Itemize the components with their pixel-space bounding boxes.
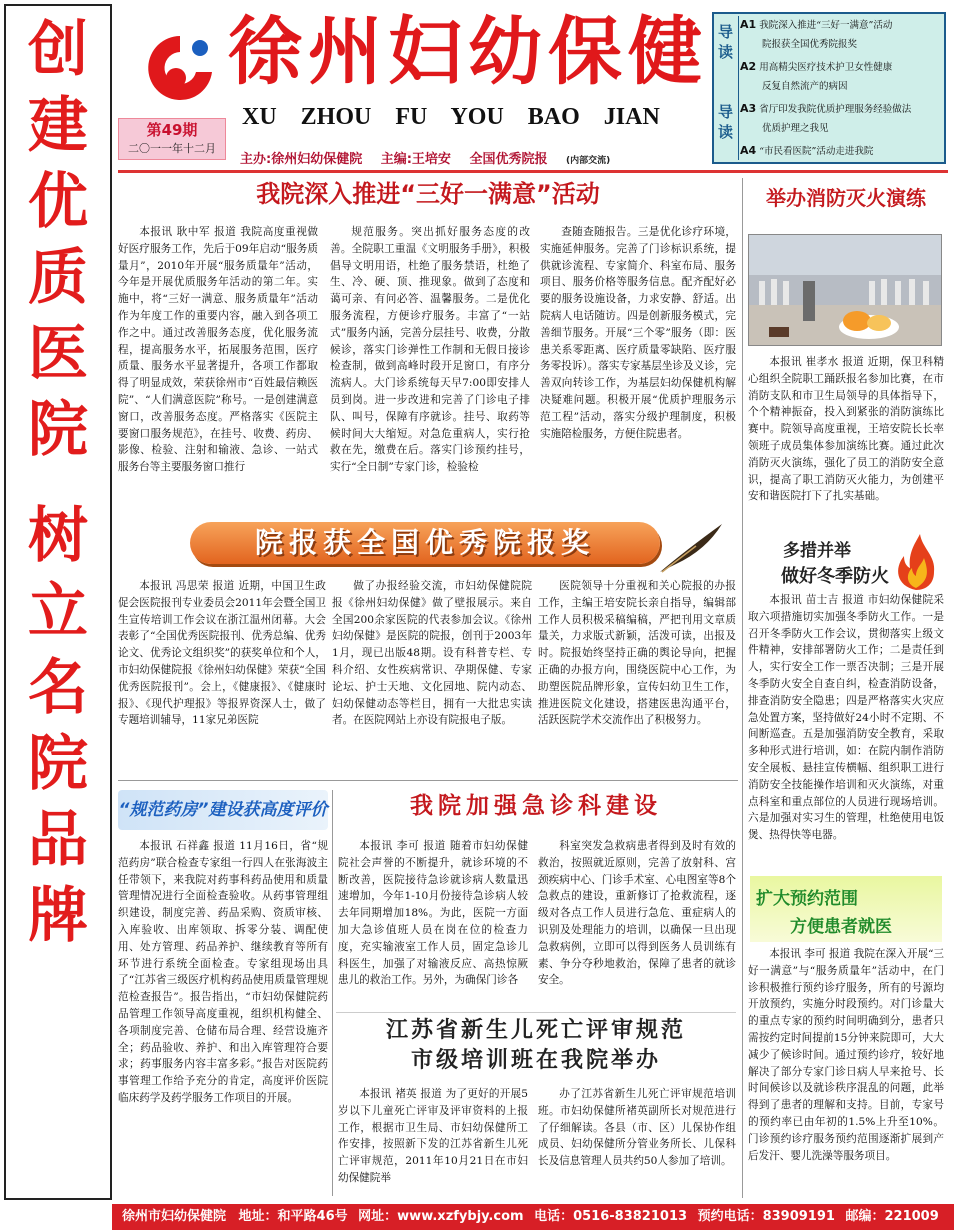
fire-drill-image <box>749 235 942 346</box>
slogan-char: 质 <box>28 243 88 313</box>
article-headline: 我院深入推进“三好一满意”活动 <box>256 180 600 208</box>
slogan-char: 品 <box>28 805 88 875</box>
article-body: 本报讯 褚英 报道 为了更好的开展5岁以下儿童死亡评审及评审资料的上报工作，根据市卫生局、市妇幼保健所工作安排，按照新下发的江苏省新生儿死亡评审规范，2011年10月21日在市妇幼保健院举 <box>338 1088 528 1184</box>
slogan-char: 立 <box>28 577 88 647</box>
slogan-char: 优 <box>28 167 88 237</box>
article-headline: “规范药房”建设获高度评价 <box>118 800 328 820</box>
footer-address: 地址：和平路46号 <box>238 1209 348 1224</box>
article-headline: 方便患者就医 <box>790 917 892 937</box>
issue-number: 第49期 <box>146 121 198 139</box>
guide-label: 导读 <box>718 103 734 141</box>
guide-item[interactable]: 院报获全国优秀院报奖 <box>762 39 858 50</box>
guide-item[interactable]: A4 “市民看医院”活动走进我院 <box>740 144 874 157</box>
headline-box <box>118 790 328 830</box>
slogan-char: 院 <box>28 729 88 799</box>
article-body: 做了办报经验交流，市妇幼保健院院报《徐州妇幼保健》做了壁报展示。来自全国200余家医院的代表参加会议。《徐州妇幼保健》是医院的院报，创刊于2003年1月，现已出版48期。设有科普专栏、专科介绍、女性疾病常识、孕期保健、专家论坛、护士天地、文化园地、院内动态、妇幼保健动态等栏目，拥有一大批忠实读者。在医院网站上亦设有院报电子版。 <box>332 580 532 727</box>
footer-zip: 邮编：221009 <box>845 1209 939 1224</box>
article-body: 本报讯 耿中军 报道 我院高度重视做好医疗服务工作，先后于09年启动“服务质量月”，2010年开展“服务质量年”活动，今年是开展优质服务年活动的第二年。实施中，将“三好一满意、服务质量年”活动作为年度工作的重要内容，融入到各项工作之中。通过改善服务态度，优化服务流程，提高服务水平，拓展服务范围，医疗质量、服务水平显著提升，各项工作都取得了明显成效，荣获徐州市“百姓最信赖医院”、“人们满意医院”称号。一是创建满意窗口，改善服务态度。严格落实《医院主要窗口服务规范》，在挂号、收费、药房、影像、检验、注射和输液、急诊、一站式服务台等主要服务窗口推行 <box>118 226 318 474</box>
slogan-char: 创 <box>28 15 88 85</box>
guide-box <box>712 12 946 164</box>
issue-badge <box>118 118 226 160</box>
article-headline: 多措并举 <box>783 541 851 561</box>
flame-icon <box>890 532 942 592</box>
article-headline: 我院加强急诊科建设 <box>410 793 662 819</box>
slogan-char: 医 <box>28 319 88 389</box>
internal-note: (内部交流) <box>566 156 611 166</box>
fire-drill-photo <box>748 234 942 346</box>
guide-item[interactable]: 优质护理之我见 <box>762 123 829 134</box>
quill-pen-icon <box>656 520 726 576</box>
side-slogan <box>4 4 112 1200</box>
article-body: 本报讯 冯思荣 报道 近期，中国卫生政促会医院报刊专业委员会2011年会暨全国卫生宣传培训工作会议在浙江温州闭幕。大会表彰了“全国优秀医院报刊、优秀总编、优秀论文、优秀论文组织奖”的获奖单位和个人，市妇幼保健院报《徐州妇幼保健》荣获“全国优秀医院报刊”。会上，《健康报》、《健康时报》、《现代护理报》等报界资深人士，做了专题培训辅导，11家兄弟医院 <box>118 580 326 727</box>
article-headline: 举办消防灭火演练 <box>766 186 926 210</box>
footer-org: 徐州市妇幼保健院 <box>122 1209 227 1224</box>
guide-item[interactable]: A2 用高精尖医疗技术护卫女性健康 <box>740 60 893 73</box>
article-body: 本报讯 崔孝水 报道 近期，保卫科精心组织全院职工踊跃报名参加比赛，在市消防支队和市卫生局领导的具体指导下，个个精神振奋，投入到紧张的消防演练比赛中。院领导高度重视，王培安院长长率领班子成员集体参加演练比赛。通过此次消防灭火演练，强化了员工的消防安全意识，提高了职工消防灭火能力，为创建平安和谐医院打下了扎实基础。 <box>748 356 944 503</box>
hospital-logo-icon <box>140 28 220 108</box>
issue-date: 二〇一一年十二月 <box>128 142 216 155</box>
guide-item[interactable]: A1 我院深入推进“三好一满意”活动 <box>740 18 893 31</box>
section-divider <box>118 780 738 781</box>
article-body: 科室突发急救病患者得到及时有效的救治，按照就近原则，完善了放射科、宫颈疾病中心、门诊手术室、心电图室等8个急救点的建设，重新修订了抢救流程，逐级对各点工作人员进行急危、重症病人的识别及处理能力的培训，以确保一旦出现急救病例，立即可以得到医务人员训练有素、争分夺秒地救治，保障了患者的就诊安全。 <box>538 840 736 987</box>
masthead-pinyin: XU ZHOU FU YOU BAO JIAN <box>242 104 660 130</box>
slogan-char: 牌 <box>28 881 88 951</box>
footer-web[interactable]: 网址：www.xzfybjy.com <box>358 1209 524 1224</box>
article-body: 医院领导十分重视和关心院报的办报工作，主编王培安院长亲自指导，编辑部工作人员积极采稿编稿，严把刊用文章质量关，力求版式新颖，活泼可读，出报及时。院报始终坚持正确的舆论导向，把握正确的办报方向，围绕医院中心工作，为助塑医院品牌形象，宣传妇幼卫生工作，推进医院文化建设，搭建医患沟通平台，活跃医院学术交流作出了积极努力。 <box>538 580 736 727</box>
masthead-title: 徐州妇幼保健 <box>228 9 708 95</box>
article-body: 办了江苏省新生儿死亡评审规范培训班。市妇幼保健所褚英副所长对规范进行了仔细解读。各县（市、区）儿保协作组成员、妇幼保健所分管业务所长、儿保科长及信息管理人员共约50人参加了培训。 <box>538 1088 736 1168</box>
guide-label: 导读 <box>718 23 734 61</box>
appointment-heading-box <box>750 876 942 942</box>
slogan-char: 树 <box>28 501 88 571</box>
sponsor: 主办:徐州妇幼保健院 <box>240 152 363 167</box>
article-body: 规范服务。突出抓好服务态度的改善。全院职工重温《文明服务手册》，积极倡导文明用语，杜绝了服务禁语，杜绝了生、冷、硬、顶、推现象。做到了态度和蔼可亲、有问必答、温馨服务。二是优化服务流程，方便诊疗服务。丰富了“一站式”服务内涵，完善分层挂号、收费，分散候诊，落实门诊弹性工作制和无假日接诊检查制，做到高峰时段开足窗口，有序分流病人。大门诊系统每天早7:00即安排人员到岗。进一步改进和完善了门诊电子排队、叫号，保障有序就诊。挂号、取药等候时间大大缩短。对急危重病人，实行抢救在先，缴费在后。落实门诊预约挂号，实行“全日制”专家门诊，检验检 <box>330 226 530 474</box>
article-headline: 市级培训班在我院举办 <box>410 1048 661 1073</box>
guide-item[interactable]: 反复自然流产的病因 <box>762 81 848 92</box>
slogan-char: 院 <box>28 395 88 465</box>
article-body: 查随查随报告。三是优化诊疗环境，实施延伸服务。完善了门诊标识系统，提供就诊流程、专家简介、科室布局、服务项目、服务价格等服务信息。配齐配好必要的服务设施设备，力求安静、舒适。出院病人电话随访。四是创新服务模式，完善细节服务。开展“三个零”服务（即：医患关系零距离、医疗质量零缺陷、医疗服务零投诉）。落实专家基层坐诊及义诊，完善双向转诊工作，为基层妇幼保健机构解决疑难问题。积极开展“优质护理服务示范工程”活动，落实分级护理制度，积极实施陪检服务，方便住院患者。 <box>540 226 736 440</box>
masthead-meta <box>240 148 710 167</box>
article-headline: 院报获全国优秀院报奖 <box>254 526 595 559</box>
editor: 主编:王培安 <box>380 152 451 167</box>
guide-item[interactable]: A3 省厅印发我院优质护理服务经验做法 <box>740 102 912 115</box>
award: 全国优秀院报 <box>469 152 548 167</box>
article-body: 本报讯 李可 报道 随着市妇幼保健院社会声誉的不断提升，就诊环境的不断改善，医院接待急诊就诊病人数量迅速增加，今年1-10月份接待急诊病人较去年同期增加18%。为此，医院一方面加大急诊值班人员在岗在位的检查力度，充实输液室工作人员，固定急诊儿科医生，加强了对输液反应、高热惊厥患儿的救治工作。另外，为确保门诊各 <box>338 840 528 987</box>
winter-fire-heading <box>752 532 942 594</box>
article-headline: 扩大预约范围 <box>756 889 858 909</box>
column-divider <box>332 790 333 1196</box>
article-headline: 江苏省新生儿死亡评审规范 <box>385 1018 686 1043</box>
slogan-char: 名 <box>28 653 88 723</box>
section-divider <box>336 1012 736 1013</box>
article-body: 本报讯 李可 报道 我院在深入开展“三好一满意”与“服务质量年”活动中，在门诊积极推行预约诊疗服务，所有的号源均开放预约，实施分时段预约。对门诊量大的重点专家的预约时间明确到分，患者只需按约定时间提前15分钟来院即可，大大减少了候诊时间。通过预约诊疗，较好地解决了部分专家门诊日病人早来抢号、长时间候诊以及就诊秩序混乱的问题，此举得到了患者的理解和支持。目前，专家号的预约率已由年初的1.5%上升至10%。门诊预约诊疗服务预约范围逐渐扩展到产后发汗、婴儿洗澡等服务项目。 <box>748 948 944 1162</box>
footer-phone: 电话：0516-83821013 <box>534 1209 688 1224</box>
footer-bar <box>112 1204 954 1230</box>
award-banner <box>190 522 660 564</box>
column-divider <box>742 178 743 1198</box>
footer-appointment-phone: 预约电话：83909191 <box>697 1209 835 1224</box>
masthead-rule <box>118 170 948 173</box>
slogan-char: 建 <box>28 91 88 161</box>
article-headline: 做好冬季防火 <box>781 566 889 587</box>
article-body: 本报讯 苗士吉 报道 市妇幼保健院采取六项措施切实加强冬季防火工作。一是召开冬季防火工作会议，贯彻落实上级文件精神，安排部署防火工作；二是责任到人，实行安全工作一票否决制；三是开展冬季防火安全自查自纠，检查消防设备，排查消防安全隐患；四是严格落实火灾应急处置方案，坚持做好24小时不定期、不间断巡查。五是加强消防安全教育，采取多种形式进行培训，如：在院内制作消防安全展板、悬挂宣传横幅、组织职工进行消防安全技能操作培训和灭火演练，对重点科室和重点部位的人员进行现场培训。六是加强对实习生的管理，杜绝使用电饭煲、热得快等电器。 <box>748 594 944 842</box>
article-body: 本报讯 石祥鑫 报道 11月16日，省“规范药房”联合检查专家组一行四人在张海波主任带领下，来我院对药事科药品使用和质量管理情况进行全面检查验收。从药事管理组织建设，制度完善、药品采购、资质审核、入库验收、出库领取、拆零分装、调配使用、处方管理、药品养护、继续教育等所有环节进行系统全面检查。专家组现场出具了“江苏省三级医疗机构药品使用质量管理规范检查报告”。报告指出，“市妇幼保健院药品管理工作领导高度重视，组织机构健全、各项制度完善、仓储布局合理、经营设施齐全；药品验收、养护、和出入库管理符合要求；药事服务内容丰富多彩。”报告对医院药事管理工作给予充分的肯定，高度评价医院临床药学及药学服务工作项目的开展。 <box>118 840 328 1104</box>
